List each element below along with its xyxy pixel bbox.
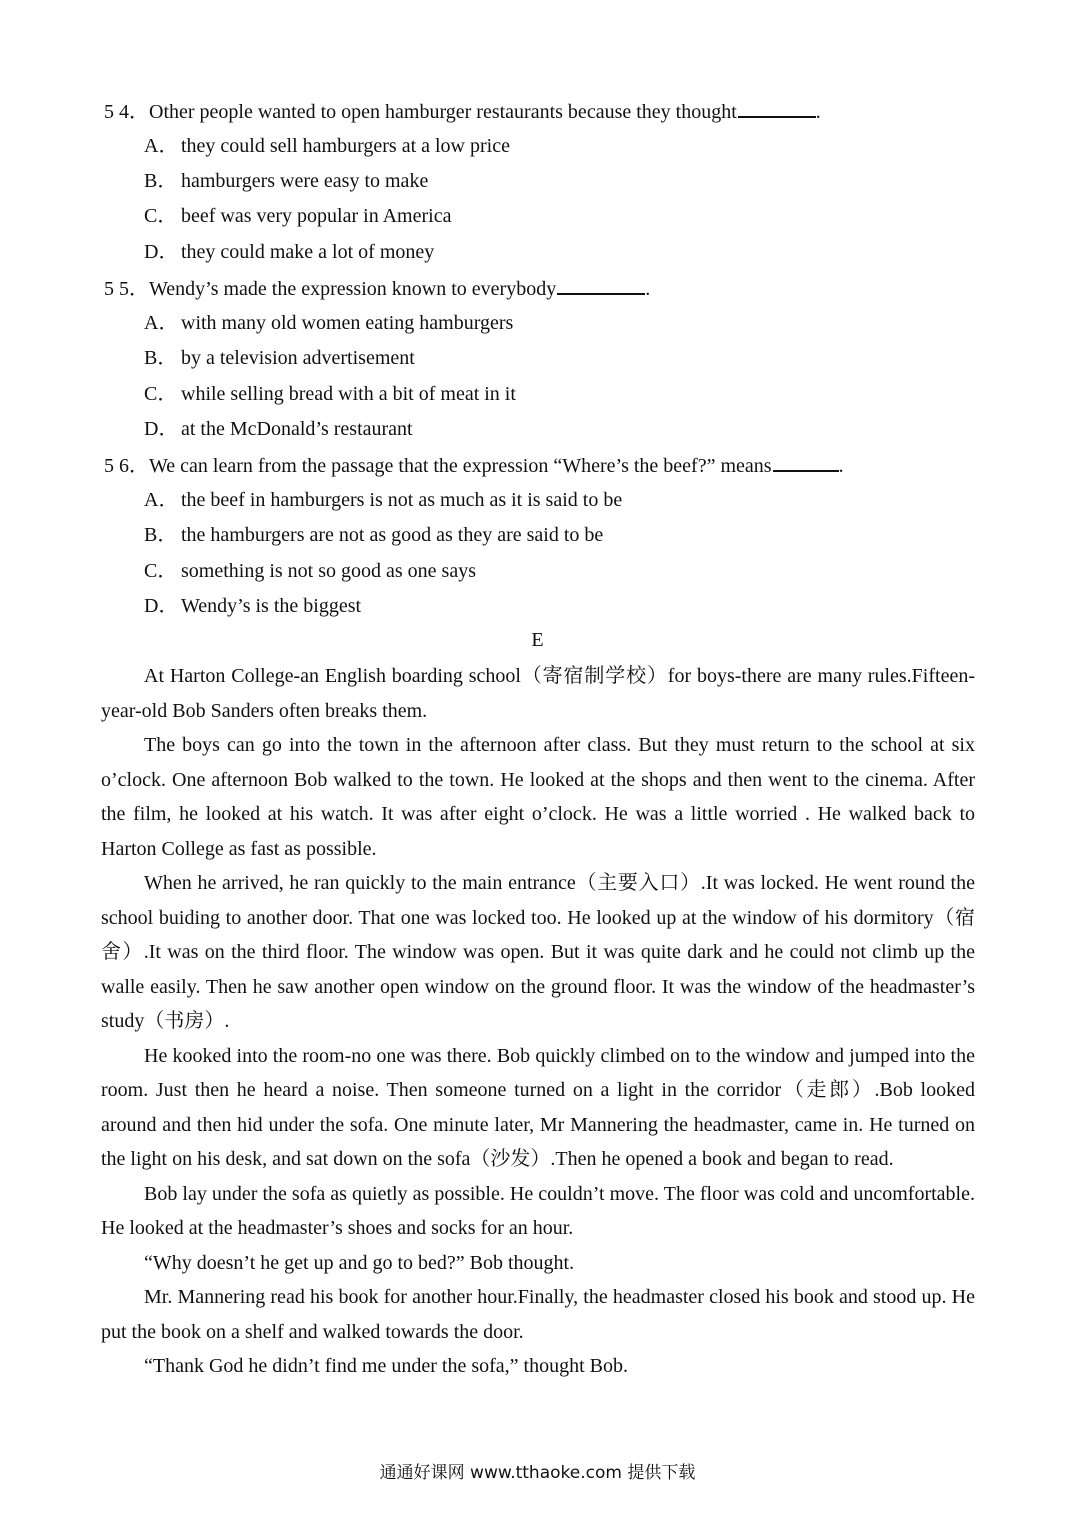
passage-paragraph: He kooked into the room-no one was there. Bob quickly climbed on to the window and jumped into the room. Just then he heard a noise. Then someone turned on a light in the corridor（走郎）.Bob looked around and then hid under the sofa. One minute later, Mr Mannering the headmaster, came in. He turned on the light on his desk, and sat down on the sofa（沙发）.Then he opened a book and began to read. bbox=[101, 1044, 975, 1170]
passage-paragraph: At Harton College-an English boarding school（寄宿制学校）for boys-there are many rules.Fifteen-year-old Bob Sanders often breaks them. bbox=[101, 665, 975, 722]
passage-paragraph: Mr. Mannering read his book for another hour.Finally, the headmaster closed his book and stood up. He put the book on a shelf and walked towards the door. bbox=[101, 1286, 975, 1343]
option-55-c: C． while selling bread with a bit of meat in it bbox=[144, 383, 516, 405]
question-stem: 5 4．Other people wanted to open hamburger restaurants because they thought bbox=[104, 101, 737, 123]
option-56-d: D． Wendy’s is the biggest bbox=[144, 595, 362, 617]
option-55-d: D． at the McDonald’s restaurant bbox=[144, 418, 413, 440]
reading-passage bbox=[101, 659, 975, 1384]
question-stem: 5 6．We can learn from the passage that the expression “Where’s the beef?” means bbox=[104, 455, 772, 477]
page-footer: 通通好课网 www.tthaoke.com 提供下载 bbox=[379, 1463, 696, 1483]
question-55 bbox=[104, 275, 650, 301]
passage-paragraph: “Thank God he didn’t find me under the sofa,” thought Bob. bbox=[144, 1355, 628, 1377]
question-end: . bbox=[815, 101, 821, 123]
option-54-a: A． they could sell hamburgers at a low price bbox=[144, 135, 510, 157]
question-stem: 5 5．Wendy’s made the expression known to everybody bbox=[104, 278, 557, 300]
answer-blank bbox=[738, 98, 816, 118]
option-54-d: D． they could make a lot of money bbox=[144, 241, 435, 263]
option-55-b: B． by a television advertisement bbox=[144, 347, 415, 369]
passage-paragraph: “Why doesn’t he get up and go to bed?” Bob thought. bbox=[144, 1251, 575, 1274]
option-55-a: A． with many old women eating hamburgers bbox=[144, 312, 514, 334]
question-56 bbox=[104, 452, 844, 478]
option-56-a: A． the beef in hamburgers is not as much as it is said to be bbox=[144, 489, 623, 511]
option-56-c: C． something is not so good as one says bbox=[144, 560, 476, 582]
option-54-b: B． hamburgers were easy to make bbox=[144, 170, 429, 192]
question-end: . bbox=[645, 278, 651, 300]
option-56-b: B． the hamburgers are not as good as they are said to be bbox=[144, 524, 604, 546]
question-end: . bbox=[838, 455, 844, 477]
option-54-c: C． beef was very popular in America bbox=[144, 205, 452, 227]
answer-blank bbox=[557, 275, 645, 295]
section-heading: E bbox=[531, 629, 544, 651]
question-54 bbox=[104, 98, 821, 124]
passage-paragraph: Bob lay under the sofa as quietly as possible. He couldn’t move. The floor was cold and uncomfortable. He looked at the headmaster’s shoes and socks for an hour. bbox=[101, 1182, 975, 1239]
answer-blank bbox=[773, 452, 839, 472]
passage-paragraph: When he arrived, he ran quickly to the main entrance（主要入口）.It was locked. He went round the school buiding to another door. That one was locked too. He looked up at the window of his dormitory（宿舍）.It was on the third floor. The window was open. But it was quite dark and he could not climb up the walle easily. Then he saw another open window on the ground floor. It was the window of the headmaster’s study（书房）. bbox=[101, 872, 975, 1032]
passage-paragraph: The boys can go into the town in the afternoon after class. But they must return to the school at six o’clock. One afternoon Bob walked to the town. He looked at the shops and then went to the cinema. After the film, he looked at his watch. It was after eight o’clock. He was a little worried . He walked back to Harton College as fast as possible. bbox=[101, 734, 975, 860]
